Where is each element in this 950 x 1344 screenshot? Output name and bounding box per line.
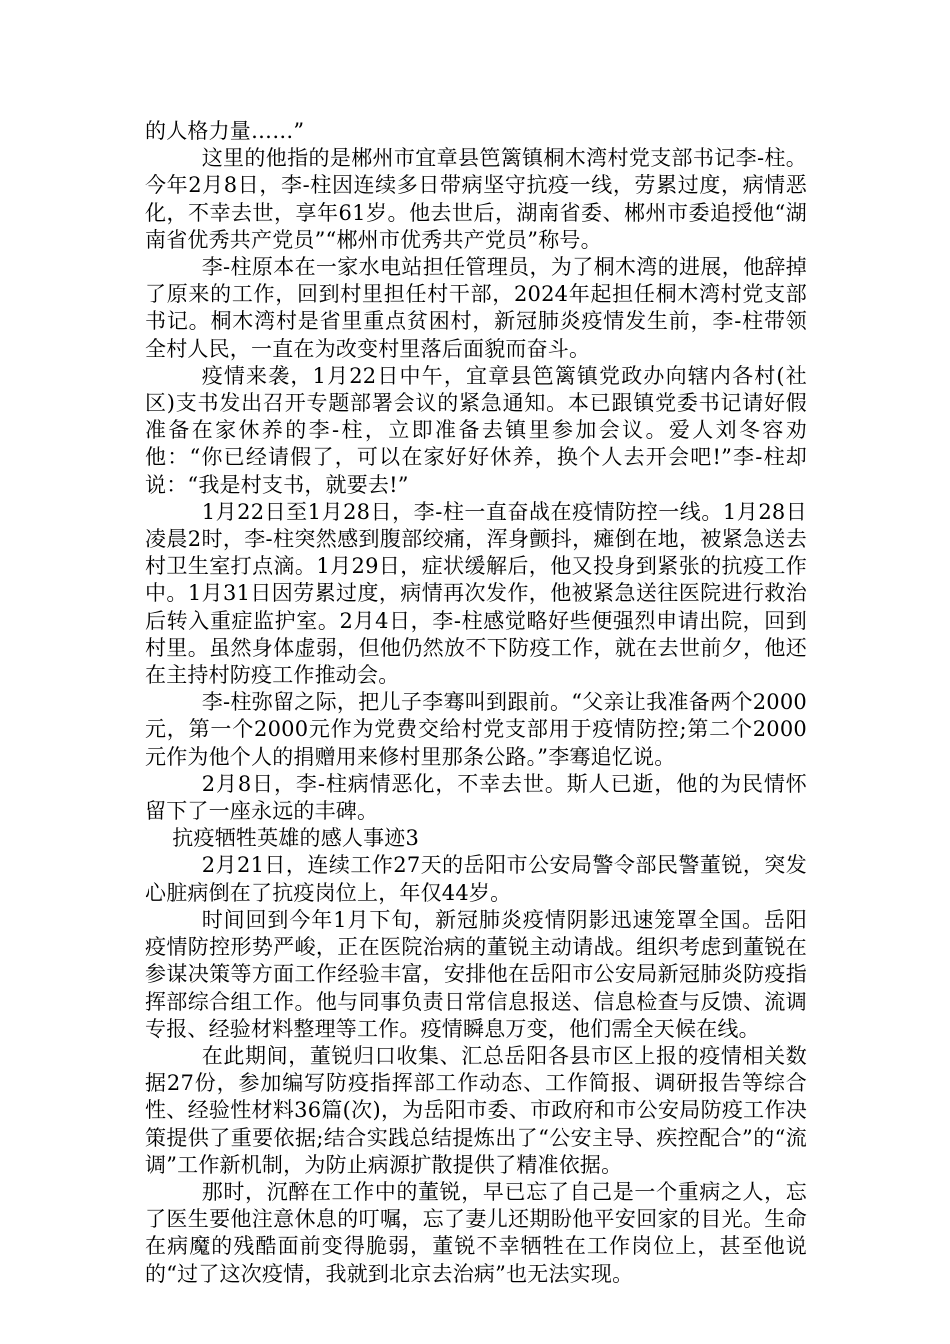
paragraph-2: 李-柱原本在一家水电站担任管理员，为了桐木湾的进展，他辞掉了原来的工作，回到村里担任村干部，2024年起担任桐木湾村党支部书记。桐木湾村是省里重点贫困村，新冠肺炎疫情发生前，李-柱带领全村人民，一直在为改变村里落后面貌而奋斗。: [145, 255, 807, 361]
paragraph-4: 1月22日至1月28日，李-柱一直奋战在疫情防控一线。1月28日凌晨2时，李-柱突然感到腹部绞痛，浑身颤抖，瘫倒在地，被紧急送去村卫生室打点滴。1月29日，症状缓解后，他又投身到紧张的抗疫工作中。1月31日因劳累过度，病情再次发作，他被紧急送往医院进行救治后转入重症监护室。2月4日，李-柱感觉略好些便强烈申请出院，回到村里。虽然身体虚弱，但他仍然放不下防疫工作，就在去世前夕，他还在主持村防疫工作推动会。: [145, 499, 807, 688]
paragraph-9: 在此期间，董锐归口收集、汇总岳阳各县市区上报的疫情相关数据27份，参加编写防疫指挥部工作动态、工作简报、调研报告等综合性、经验性材料36篇(次)，为岳阳市委、市政府和市公安局防疫工作决策提供了重要依据;结合实践总结提炼出了“公安主导、疾控配合”的“流调”工作新机制，为防止病源扩散提供了精准依据。: [145, 1043, 807, 1177]
paragraph-1: 这里的他指的是郴州市宜章县笆篱镇桐木湾村党支部书记李-柱。今年2月8日，李-柱因连续多日带病坚守抗疫一线，劳累过度，病情恶化，不幸去世，享年61岁。他去世后，湖南省委、郴州市委追授他“湖南省优秀共产党员”“郴州市优秀共产党员”称号。: [145, 146, 807, 252]
paragraph-8: 时间回到今年1月下旬，新冠肺炎疫情阴影迅速笼罩全国。岳阳疫情防控形势严峻，正在医院治病的董锐主动请战。组织考虑到董锐在参谋决策等方面工作经验丰富，安排他在岳阳市公安局新冠肺炎防疫指挥部综合组工作。他与同事负责日常信息报送、信息检查与反馈、流调专报、经验材料整理等工作。疫情瞬息万变，他们需全天候在线。: [145, 907, 807, 1041]
document-page: [145, 118, 807, 1288]
section-heading: 抗疫牺牲英雄的感人事迹3: [172, 826, 420, 851]
paragraph-10: 那时，沉醉在工作中的董锐，早已忘了自己是一个重病之人，忘了医生要他注意休息的叮嘱，忘了妻儿还期盼他平安回家的目光。生命在病魔的残酷面前变得脆弱，董锐不幸牺牲在工作岗位上，甚至他说的“过了这次疫情，我就到北京去治病”也无法实现。: [145, 1179, 807, 1286]
paragraph-continuation: 的人格力量……”: [145, 119, 305, 143]
paragraph-6: 2月8日，李-柱病情恶化，不幸去世。斯人已逝，他的为民情怀留下了一座永远的丰碑。: [145, 771, 807, 824]
paragraph-5: 李-柱弥留之际，把儿子李骞叫到跟前。“父亲让我准备两个2000元，第一个2000元作为党费交给村党支部用于疫情防控;第二个2000元作为他个人的捐赠用来修村里那条公路。”李骞追忆说。: [145, 690, 807, 769]
paragraph-3: 疫情来袭，1月22日中午，宜章县笆篱镇党政办向辖内各村(社区)支书发出召开专题部署会议的紧急通知。本已跟镇党委书记请好假准备在家休养的李-柱，立即准备去镇里参加会议。爱人刘冬容劝他：“你已经请假了，可以在家好好休养，换个人去开会吧!”李-柱却说：“我是村支书，就要去!”: [145, 363, 807, 497]
paragraph-7: 2月21日，连续工作27天的岳阳市公安局警令部民警董锐，突发心脏病倒在了抗疫岗位上，年仅44岁。: [145, 853, 807, 905]
